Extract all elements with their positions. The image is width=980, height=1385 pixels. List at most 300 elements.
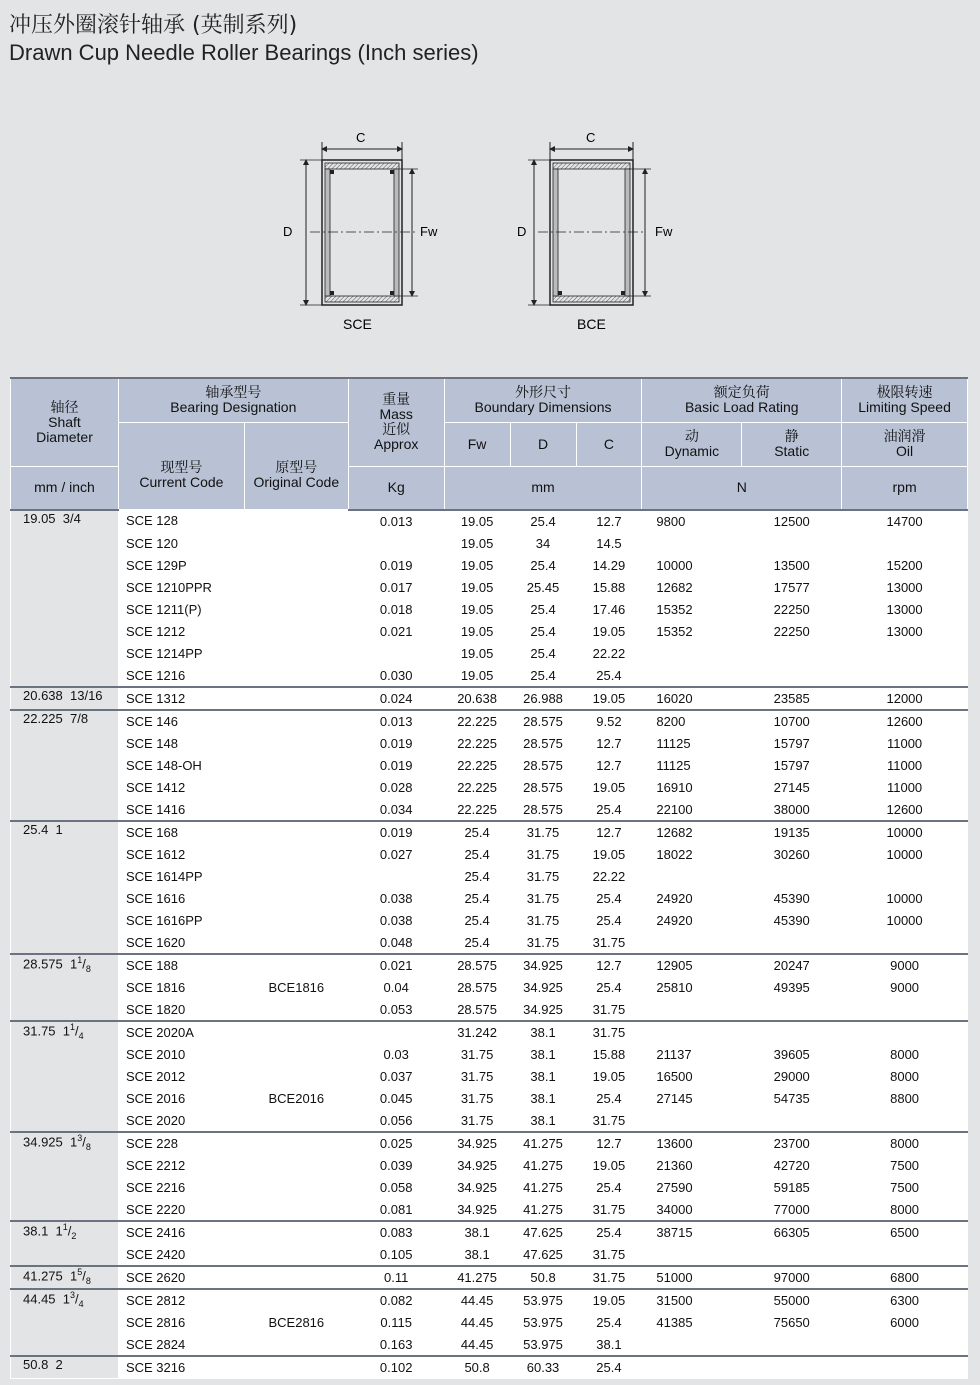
- fw-cell: 34.925: [444, 1198, 510, 1221]
- shaft-frac-den: 4: [78, 1298, 84, 1309]
- d-cell: 50.8: [510, 1266, 576, 1289]
- shaft-frac-den: 8: [85, 1275, 91, 1286]
- c-cell: 14.29: [576, 554, 642, 576]
- rpm-cell: 15200: [842, 554, 968, 576]
- sce-c-label: C: [356, 130, 366, 145]
- designation-header-zh: 轴承型号: [205, 384, 262, 401]
- speed-unit: rpm: [842, 466, 968, 510]
- fw-cell: 19.05: [444, 620, 510, 642]
- mass-cell: 0.025: [348, 1132, 444, 1155]
- shaft-diameter-cell: 44.45 $1^3/_4$: [11, 1289, 119, 1356]
- speed-header-en: Limiting Speed: [858, 399, 951, 416]
- shaft-mm: 38.1: [23, 1222, 49, 1238]
- mass-cell: 0.083: [348, 1221, 444, 1244]
- table-row: [11, 1198, 968, 1221]
- static-cell: [742, 998, 842, 1021]
- fw-cell: 19.05: [444, 510, 510, 533]
- shaft-frac-num: 5: [77, 1266, 83, 1277]
- shaft-mm: 20.638: [23, 687, 63, 703]
- original-code-cell: [244, 887, 348, 909]
- current-code-cell: SCE 3216: [118, 1356, 244, 1379]
- original-code-cell: [244, 1289, 348, 1312]
- current-code-cell: SCE 2824: [118, 1333, 244, 1356]
- rpm-cell: 10000: [842, 843, 968, 865]
- table-row: [11, 1266, 968, 1289]
- current-code-cell: SCE 1616: [118, 887, 244, 909]
- original-code-cell: [244, 1065, 348, 1087]
- static-cell: 15797: [742, 754, 842, 776]
- rpm-cell: 12000: [842, 687, 968, 710]
- static-cell: 97000: [742, 1266, 842, 1289]
- original-code-cell: [244, 821, 348, 844]
- rpm-cell: 9000: [842, 976, 968, 998]
- page-title: Drawn Cup Needle Roller Bearings (Inch series): [9, 40, 479, 65]
- c-cell: 25.4: [576, 798, 642, 821]
- fw-cell: 25.4: [444, 931, 510, 954]
- shaft-mm: 28.575: [23, 955, 63, 971]
- original-code-cell: [244, 1266, 348, 1289]
- current-code-cell: SCE 1210PPR: [118, 576, 244, 598]
- rpm-cell: 9000: [842, 954, 968, 977]
- fw-cell: 41.275: [444, 1266, 510, 1289]
- mass-cell: [348, 642, 444, 664]
- original-code-cell: [244, 1176, 348, 1198]
- fw-cell: 22.225: [444, 710, 510, 733]
- original-code-cell: [244, 754, 348, 776]
- fw-cell: 38.1: [444, 1221, 510, 1244]
- bce-fw-label: Fw: [655, 224, 673, 239]
- fw-cell: 31.75: [444, 1065, 510, 1087]
- fw-cell: 34.925: [444, 1154, 510, 1176]
- boundary-header-zh: 外形尺寸: [515, 384, 572, 401]
- rpm-cell: 11000: [842, 776, 968, 798]
- current-code-cell: SCE 1216: [118, 664, 244, 687]
- table-row: [11, 598, 968, 620]
- static-cell: 59185: [742, 1176, 842, 1198]
- static-cell: 15797: [742, 732, 842, 754]
- bce-c-label: C: [586, 130, 596, 145]
- d-cell: 38.1: [510, 1109, 576, 1132]
- table-row: [11, 865, 968, 887]
- d-cell: 31.75: [510, 843, 576, 865]
- current-code-cell: SCE 148: [118, 732, 244, 754]
- shaft-diameter-cell: 31.75 $1^1/_4$: [11, 1021, 119, 1132]
- c-cell: 25.4: [576, 1356, 642, 1379]
- original-code-cell: [244, 1221, 348, 1244]
- dynamic-cell: 11125: [642, 754, 742, 776]
- current-code-cell: SCE 2816: [118, 1311, 244, 1333]
- d-cell: 53.975: [510, 1333, 576, 1356]
- rpm-cell: 11000: [842, 754, 968, 776]
- dynamic-cell: 15352: [642, 620, 742, 642]
- d-cell: 38.1: [510, 1043, 576, 1065]
- rpm-cell: [842, 642, 968, 664]
- original-code-cell: [244, 1198, 348, 1221]
- shaft-mm: 19.05: [23, 510, 56, 526]
- static-cell: 45390: [742, 887, 842, 909]
- table-row: [11, 998, 968, 1021]
- rpm-cell: 12600: [842, 710, 968, 733]
- mass-cell: 0.021: [348, 954, 444, 977]
- shaft-inch: 1: [70, 955, 78, 971]
- current-code-cell: SCE 1212: [118, 620, 244, 642]
- dynamic-cell: 51000: [642, 1266, 742, 1289]
- shaft-diameter-cell: [11, 1356, 119, 1379]
- rpm-cell: 6800: [842, 1266, 968, 1289]
- static-cell: [742, 931, 842, 954]
- bearing-diagrams: [270, 120, 710, 340]
- shaft-inch: 1: [62, 1290, 71, 1306]
- mass-cell: 0.013: [348, 710, 444, 733]
- original-code-cell: [244, 843, 348, 865]
- current-code-cell: SCE 1620: [118, 931, 244, 954]
- fw-cell: 19.05: [444, 532, 510, 554]
- current-code-cell: SCE 1614PP: [118, 865, 244, 887]
- mass-cell: 0.082: [348, 1289, 444, 1312]
- mass-cell: 0.019: [348, 554, 444, 576]
- fw-cell: 22.225: [444, 798, 510, 821]
- original-code-cell: BCE2016: [244, 1087, 348, 1109]
- table-row: [11, 776, 968, 798]
- c-cell: 14.5: [576, 532, 642, 554]
- current-code-cell: SCE 128: [118, 510, 244, 533]
- boundary-header: [444, 378, 642, 422]
- mass-cell: 0.03: [348, 1043, 444, 1065]
- fw-cell: 44.45: [444, 1311, 510, 1333]
- table-row: [11, 1243, 968, 1266]
- current-code-cell: SCE 2416: [118, 1221, 244, 1244]
- mass-cell: 0.038: [348, 887, 444, 909]
- fw-cell: 28.575: [444, 998, 510, 1021]
- dynamic-cell: 27145: [642, 1087, 742, 1109]
- shaft-inch: 13/16: [70, 687, 103, 703]
- rpm-cell: 6000: [842, 1311, 968, 1333]
- fw-cell: 34.925: [444, 1132, 510, 1155]
- dynamic-cell: 8200: [642, 710, 742, 733]
- shaft-mm: 25.4: [23, 821, 49, 837]
- fw-cell: 19.05: [444, 598, 510, 620]
- mass-cell: 0.028: [348, 776, 444, 798]
- original-code-header-zh: 原型号: [275, 458, 318, 475]
- current-code-cell: SCE 168: [118, 821, 244, 844]
- current-code-cell: SCE 2010: [118, 1043, 244, 1065]
- dynamic-cell: [642, 1356, 742, 1379]
- current-code-cell: SCE 120: [118, 532, 244, 554]
- static-cell: [742, 664, 842, 687]
- mass-cell: 0.034: [348, 798, 444, 821]
- current-code-cell: SCE 2216: [118, 1176, 244, 1198]
- d-header: D: [510, 422, 576, 466]
- mass-cell: 0.081: [348, 1198, 444, 1221]
- dynamic-cell: 11125: [642, 732, 742, 754]
- mass-header-zh: 重量: [382, 391, 411, 408]
- table-row: [11, 1333, 968, 1356]
- d-cell: 25.4: [510, 510, 576, 533]
- mass-cell: [348, 865, 444, 887]
- rpm-cell: 13000: [842, 598, 968, 620]
- c-cell: 25.4: [576, 1311, 642, 1333]
- c-cell: 12.7: [576, 754, 642, 776]
- d-cell: 31.75: [510, 821, 576, 844]
- d-cell: 28.575: [510, 776, 576, 798]
- static-cell: [742, 1356, 842, 1379]
- rpm-cell: 10000: [842, 887, 968, 909]
- dynamic-header-en: Dynamic: [664, 443, 720, 459]
- d-cell: 53.975: [510, 1289, 576, 1312]
- dynamic-cell: 16020: [642, 687, 742, 710]
- dynamic-cell: 18022: [642, 843, 742, 865]
- static-cell: 45390: [742, 909, 842, 931]
- static-cell: [742, 1021, 842, 1044]
- c-cell: 25.4: [576, 976, 642, 998]
- mass-cell: 0.018: [348, 598, 444, 620]
- d-cell: 47.625: [510, 1221, 576, 1244]
- dynamic-cell: [642, 1333, 742, 1356]
- table-row: [11, 642, 968, 664]
- fw-cell: 25.4: [444, 865, 510, 887]
- table-row: [11, 1109, 968, 1132]
- mass-cell: 0.019: [348, 821, 444, 844]
- fw-cell: 19.05: [444, 664, 510, 687]
- current-code-cell: SCE 2020: [118, 1109, 244, 1132]
- shaft-diameter-cell: 41.275 $1^5/_8$: [11, 1266, 119, 1289]
- shaft-diameter-cell: [11, 687, 119, 710]
- original-code-cell: [244, 642, 348, 664]
- original-code-cell: [244, 1154, 348, 1176]
- shaft-mm: 44.45: [23, 1290, 56, 1306]
- fw-cell: 31.242: [444, 1021, 510, 1044]
- table-row: [11, 954, 968, 977]
- shaft-header-en2: Diameter: [36, 428, 93, 445]
- c-cell: 25.4: [576, 664, 642, 687]
- table-row: [11, 620, 968, 642]
- current-code-header-en: Current Code: [139, 473, 224, 490]
- mass-cell: 0.102: [348, 1356, 444, 1379]
- c-cell: 19.05: [576, 687, 642, 710]
- static-cell: 23585: [742, 687, 842, 710]
- c-header: C: [576, 422, 642, 466]
- rpm-cell: 6300: [842, 1289, 968, 1312]
- fw-cell: 28.575: [444, 954, 510, 977]
- shaft-diameter-cell: [11, 710, 119, 821]
- current-code-cell: SCE 1412: [118, 776, 244, 798]
- shaft-inch: 1: [62, 1022, 71, 1038]
- c-cell: 15.88: [576, 576, 642, 598]
- table-row: [11, 1289, 968, 1312]
- dynamic-cell: [642, 1021, 742, 1044]
- static-cell: 13500: [742, 554, 842, 576]
- d-cell: 26.988: [510, 687, 576, 710]
- mass-header-en: Mass: [379, 406, 413, 423]
- d-cell: 25.4: [510, 664, 576, 687]
- table-row: [11, 909, 968, 931]
- c-cell: 25.4: [576, 1221, 642, 1244]
- current-code-cell: SCE 2016: [118, 1087, 244, 1109]
- fw-cell: 22.225: [444, 776, 510, 798]
- speed-header-zh: 极限转速: [876, 384, 933, 401]
- dynamic-cell: 21137: [642, 1043, 742, 1065]
- table-row: [11, 1043, 968, 1065]
- original-code-cell: [244, 554, 348, 576]
- original-code-cell: [244, 1243, 348, 1266]
- fw-cell: 25.4: [444, 843, 510, 865]
- rpm-cell: [842, 1243, 968, 1266]
- rpm-cell: 8000: [842, 1065, 968, 1087]
- c-cell: 25.4: [576, 887, 642, 909]
- fw-cell: 44.45: [444, 1289, 510, 1312]
- d-cell: 34: [510, 532, 576, 554]
- original-code-header: [244, 422, 348, 510]
- dynamic-cell: 16910: [642, 776, 742, 798]
- current-code-cell: SCE 1616PP: [118, 909, 244, 931]
- fw-cell: 31.75: [444, 1087, 510, 1109]
- static-header: [742, 422, 842, 466]
- mass-cell: 0.058: [348, 1176, 444, 1198]
- rpm-cell: [842, 931, 968, 954]
- static-cell: 19135: [742, 821, 842, 844]
- shaft-inch: 1: [70, 1267, 78, 1283]
- d-cell: 41.275: [510, 1132, 576, 1155]
- mass-header: [348, 378, 444, 466]
- rpm-cell: [842, 998, 968, 1021]
- c-cell: 31.75: [576, 1266, 642, 1289]
- d-cell: 28.575: [510, 732, 576, 754]
- d-cell: 25.4: [510, 598, 576, 620]
- d-cell: 38.1: [510, 1087, 576, 1109]
- dynamic-cell: 12682: [642, 576, 742, 598]
- d-cell: 41.275: [510, 1154, 576, 1176]
- current-code-cell: SCE 1816: [118, 976, 244, 998]
- c-cell: 31.75: [576, 1198, 642, 1221]
- c-cell: 19.05: [576, 1289, 642, 1312]
- fw-cell: 19.05: [444, 554, 510, 576]
- table-row: [11, 1087, 968, 1109]
- original-code-cell: BCE2816: [244, 1311, 348, 1333]
- original-code-cell: [244, 798, 348, 821]
- original-code-cell: [244, 1132, 348, 1155]
- static-cell: 39605: [742, 1043, 842, 1065]
- dynamic-cell: 15352: [642, 598, 742, 620]
- table-row: [11, 887, 968, 909]
- shaft-inch: 2: [55, 1356, 63, 1372]
- table-row: [11, 1221, 968, 1244]
- shaft-frac-num: 1: [77, 954, 83, 965]
- sce-fw-label: Fw: [420, 224, 438, 239]
- c-cell: 12.7: [576, 1132, 642, 1155]
- static-cell: [742, 865, 842, 887]
- dynamic-cell: [642, 1243, 742, 1266]
- current-code-header: [118, 422, 244, 510]
- d-cell: 41.275: [510, 1198, 576, 1221]
- current-code-cell: SCE 1612: [118, 843, 244, 865]
- rpm-cell: 8000: [842, 1132, 968, 1155]
- shaft-mm: 31.75: [23, 1022, 56, 1038]
- load-unit: N: [642, 466, 842, 510]
- oil-header-zh: 油润滑: [883, 428, 926, 444]
- dynamic-cell: 13600: [642, 1132, 742, 1155]
- original-code-cell: [244, 909, 348, 931]
- d-cell: 31.75: [510, 865, 576, 887]
- c-cell: 19.05: [576, 776, 642, 798]
- original-code-cell: [244, 532, 348, 554]
- static-cell: 29000: [742, 1065, 842, 1087]
- table-row: [11, 664, 968, 687]
- dynamic-cell: 16500: [642, 1065, 742, 1087]
- static-cell: 12500: [742, 510, 842, 533]
- mass-cell: 0.11: [348, 1266, 444, 1289]
- rpm-cell: 12600: [842, 798, 968, 821]
- d-cell: 28.575: [510, 754, 576, 776]
- boundary-header-en: Boundary Dimensions: [474, 399, 612, 416]
- shaft-inch: 7/8: [70, 710, 89, 726]
- c-cell: 17.46: [576, 598, 642, 620]
- shaft-frac-den: 8: [85, 963, 91, 974]
- original-code-header-en: Original Code: [253, 473, 340, 490]
- d-cell: 28.575: [510, 710, 576, 733]
- mass-cell: 0.024: [348, 687, 444, 710]
- rpm-cell: [842, 865, 968, 887]
- c-cell: 12.7: [576, 821, 642, 844]
- oil-header-en: Oil: [896, 443, 914, 459]
- speed-header: [842, 378, 968, 422]
- rpm-cell: 11000: [842, 732, 968, 754]
- static-cell: 77000: [742, 1198, 842, 1221]
- c-cell: 31.75: [576, 1243, 642, 1266]
- static-cell: 30260: [742, 843, 842, 865]
- sce-label: SCE: [343, 316, 372, 332]
- current-code-cell: SCE 1820: [118, 998, 244, 1021]
- table-row: [11, 510, 968, 533]
- d-cell: 31.75: [510, 887, 576, 909]
- table-row: [11, 532, 968, 554]
- dynamic-cell: 12905: [642, 954, 742, 977]
- table-row: [11, 976, 968, 998]
- dynamic-cell: 38715: [642, 1221, 742, 1244]
- load-header: [642, 378, 842, 422]
- c-cell: 22.22: [576, 865, 642, 887]
- static-cell: [742, 1243, 842, 1266]
- static-cell: 22250: [742, 598, 842, 620]
- d-cell: 38.1: [510, 1065, 576, 1087]
- original-code-cell: [244, 865, 348, 887]
- c-cell: 19.05: [576, 1065, 642, 1087]
- dynamic-cell: [642, 1109, 742, 1132]
- table-row: [11, 1154, 968, 1176]
- d-cell: 31.75: [510, 909, 576, 931]
- table-row: [11, 1311, 968, 1333]
- d-cell: 38.1: [510, 1021, 576, 1044]
- shaft-frac-num: 1: [62, 1221, 68, 1232]
- table-row: [11, 821, 968, 844]
- d-cell: 41.275: [510, 1176, 576, 1198]
- c-cell: 19.05: [576, 843, 642, 865]
- original-code-cell: [244, 1043, 348, 1065]
- shaft-frac-den: 4: [78, 1030, 84, 1041]
- dynamic-cell: 41385: [642, 1311, 742, 1333]
- d-cell: 34.925: [510, 976, 576, 998]
- dynamic-cell: [642, 931, 742, 954]
- static-cell: [742, 642, 842, 664]
- rpm-cell: [842, 1356, 968, 1379]
- original-code-cell: [244, 710, 348, 733]
- static-cell: 75650: [742, 1311, 842, 1333]
- mass-cell: [348, 532, 444, 554]
- d-cell: 34.925: [510, 954, 576, 977]
- d-cell: 25.4: [510, 554, 576, 576]
- static-header-zh: 静: [784, 428, 799, 444]
- static-cell: [742, 1333, 842, 1356]
- mass-cell: 0.021: [348, 620, 444, 642]
